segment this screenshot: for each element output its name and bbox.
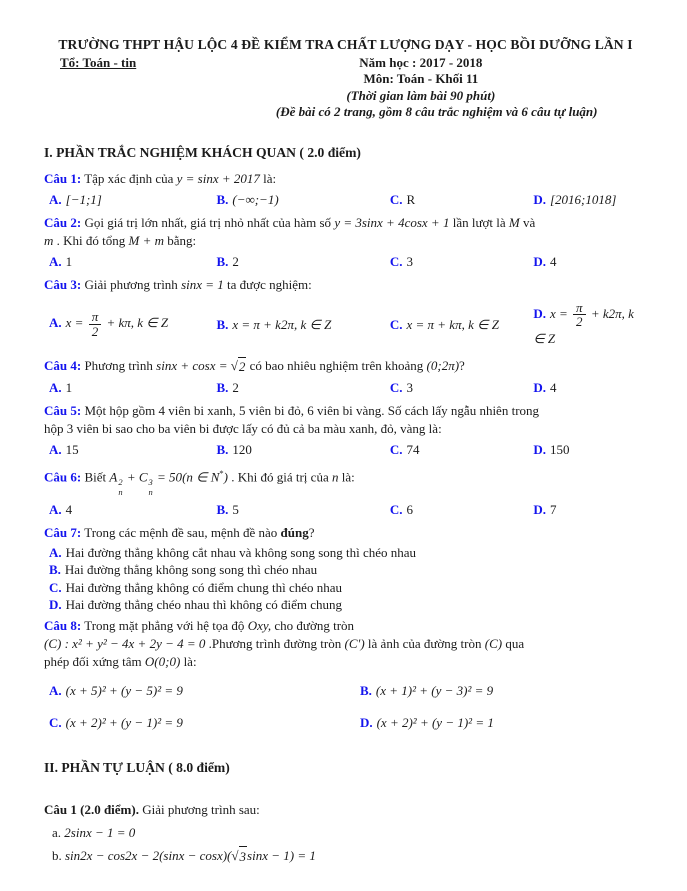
- sqrt-radical-icon: √: [230, 357, 238, 373]
- q6-option-a-value: 4: [65, 501, 73, 517]
- q8-option-d: [360, 713, 647, 732]
- question-5-label: Câu 5:: [44, 402, 82, 418]
- section1-heading: I. PHẦN TRẮC NGHIỆM KHÁCH QUAN ( 2.0 điểm): [44, 144, 361, 160]
- q8-option-a-value: (x + 5)² + (y − 5)² = 9: [65, 682, 183, 698]
- q7-option-b-key: B.: [49, 562, 61, 578]
- q1-math-1: y = sinx + 2017: [176, 170, 260, 186]
- q6-A-base: A: [109, 469, 118, 485]
- q4-option-d: [533, 378, 647, 397]
- q1-option-a-value: [−1;1]: [65, 191, 102, 207]
- q2-math-3: m: [44, 232, 54, 248]
- q8-text-4: là ảnh của đường tròn: [364, 635, 485, 651]
- section2-heading: II. PHẦN TỰ LUẬN ( 8.0 điểm): [44, 759, 230, 775]
- q2-text-1: Gọi giá trị lớn nhất, giá trị nhỏ nhất của hàm số: [81, 214, 335, 230]
- q5-option-b-value: 120: [232, 441, 252, 457]
- q1-option-d-value: [2016;1018]: [550, 191, 617, 207]
- question-7-stem: [44, 524, 647, 542]
- question-7-options: [44, 544, 647, 614]
- q1-option-b: [216, 190, 389, 209]
- q8-option-b: [360, 681, 647, 700]
- q5-option-a-value: 15: [65, 441, 79, 457]
- q4-math-1: sinx + cosx =: [156, 357, 231, 373]
- q6-text-1: Biết: [81, 469, 110, 485]
- q4-text-3: ?: [459, 357, 465, 373]
- q3-option-d-numerator: π: [573, 301, 586, 316]
- q8-option-c: [49, 713, 360, 732]
- q3-text-1: Giải phương trình: [81, 276, 182, 292]
- question-1-stem: [44, 170, 647, 188]
- q2-text-4: . Khi đó tổng: [53, 232, 129, 248]
- header-info-row: [44, 55, 647, 121]
- q2-option-d-value: 4: [550, 253, 557, 269]
- q4-option-d-key: D.: [533, 379, 546, 395]
- q8-math-c: (C): [484, 635, 503, 651]
- q6-C-sup: 3: [148, 477, 153, 488]
- q6-condition-pre: (n ∈ N: [182, 469, 220, 485]
- q4-option-a: [49, 378, 216, 397]
- q6-A-scripts: [118, 477, 122, 497]
- q8-option-a: [49, 681, 360, 700]
- q2-math-4: M + m: [128, 232, 165, 248]
- q7-option-d-key: D.: [49, 597, 62, 613]
- essay-q1-part-a: [44, 823, 647, 842]
- q4-text-2: có bao nhiêu nghiệm trên khoảng: [246, 357, 427, 373]
- q3-option-d-pre: x =: [550, 305, 572, 321]
- q6-option-b: [216, 500, 389, 519]
- q2-option-b-value: 2: [232, 253, 239, 269]
- q6-text-2: . Khi đó giá trị của: [227, 469, 332, 485]
- question-4-stem: [44, 357, 647, 376]
- q8-option-c-value: (x + 2)² + (y − 1)² = 9: [65, 714, 183, 730]
- q8-text-5: qua: [502, 635, 525, 651]
- q8-option-d-value: (x + 2)² + (y − 1)² = 1: [376, 714, 494, 730]
- q8-circle-equation: (C) : x² + y² − 4x + 2y − 4 = 0: [44, 635, 206, 651]
- question-1-label: Câu 1:: [44, 170, 82, 186]
- q1-option-d: [533, 190, 647, 209]
- q5-option-b: [216, 440, 389, 459]
- q7-option-d-value: Hai đường thẳng chéo nhau thì không có điểm chung: [65, 597, 343, 613]
- page-title: TRƯỜNG THPT HẬU LỘC 4 ĐỀ KIỂM TRA CHẤT LƯỢNG DẠY - HỌC BỒI DƯỠNG LẦN I: [58, 37, 633, 52]
- q2-option-c: [390, 252, 534, 271]
- q4-option-c-key: C.: [389, 379, 403, 395]
- q2-option-b-key: B.: [216, 253, 229, 269]
- q2-text-3: và: [519, 214, 536, 230]
- question-8-stem: [44, 617, 647, 671]
- q4-option-d-value: 4: [550, 379, 557, 395]
- q4-sqrt-radicand: 2: [238, 358, 246, 374]
- header-center-block: [195, 55, 647, 121]
- q8-option-c-key: C.: [49, 714, 62, 730]
- q6-C-sub: n: [148, 487, 153, 498]
- q4-option-c-value: 3: [406, 379, 413, 395]
- question-4-options: [44, 378, 647, 397]
- q6-option-a: [49, 500, 216, 519]
- q5-text-1: Một hộp gồm 4 viên bi xanh, 5 viên bi đỏ, 6 viên bi vàng. Số cách lấy ngẫu nhiên trong: [81, 402, 540, 418]
- question-2-stem: [44, 214, 647, 250]
- q3-option-c-value: x = π + kπ, k ∈ Z: [406, 316, 499, 332]
- essay-q1-b-label: b.: [52, 847, 62, 863]
- q2-option-a-key: A.: [49, 253, 62, 269]
- q3-option-a-denominator: 2: [91, 323, 99, 339]
- q7-text-1: Trong các mệnh đề sau, mệnh đề nào: [81, 524, 281, 540]
- q3-option-d: [533, 301, 647, 348]
- q2-option-c-value: 3: [406, 253, 413, 269]
- q4-math-2: (0;2π): [426, 357, 460, 373]
- essay-question-1: [44, 800, 647, 866]
- school-year: Năm học : 2017 - 2018: [359, 54, 483, 70]
- q7-option-c-value: Hai đường thẳng không có điểm chung thì chéo nhau: [65, 579, 343, 595]
- q1-text-1: Tập xác định của: [81, 170, 177, 186]
- essay-q1-b-radicand: 3: [239, 846, 248, 866]
- q8-text-6: phép đối xứng tâm: [44, 653, 145, 669]
- q5-option-c-value: 74: [406, 441, 420, 457]
- q7-option-b: [49, 561, 647, 579]
- q6-C-scripts: [149, 477, 153, 497]
- q5-option-d: [533, 440, 647, 459]
- question-6-options: [44, 500, 647, 519]
- question-4-label: Câu 4:: [44, 357, 82, 373]
- exam-header: [44, 36, 647, 121]
- q6-text-3: là:: [338, 469, 355, 485]
- sqrt-radical-icon: √: [231, 847, 239, 863]
- question-6-label: Câu 6:: [44, 469, 82, 485]
- q8-option-a-key: A.: [49, 682, 62, 698]
- question-1-options: [44, 190, 647, 209]
- q1-option-c-value: R: [406, 191, 416, 207]
- q6-equals: = 50: [153, 469, 183, 485]
- q3-option-a-key: A.: [49, 315, 62, 331]
- q5-option-a: [49, 440, 216, 459]
- q6-option-c: [390, 500, 534, 519]
- q3-option-d-denominator: 2: [576, 314, 583, 330]
- q1-option-c-key: C.: [389, 191, 403, 207]
- q5-option-b-key: B.: [216, 441, 229, 457]
- q1-option-c: [390, 190, 534, 209]
- q4-option-b-key: B.: [216, 379, 229, 395]
- q2-option-c-key: C.: [389, 253, 403, 269]
- q8-text-7: là:: [180, 653, 197, 669]
- q7-option-c-key: C.: [49, 579, 62, 595]
- q8-option-b-value: (x + 1)² + (y − 3)² = 9: [375, 682, 494, 698]
- q3-option-d-post: + k2π, k ∈ Z: [533, 305, 634, 346]
- q4-sqrt: [231, 357, 247, 376]
- q8-text-3: .Phương trình đường tròn: [205, 635, 345, 651]
- q3-option-d-key: D.: [533, 305, 546, 321]
- essay-q1-label: Câu 1 (2.0 điểm).: [44, 801, 139, 817]
- q5-option-c: [390, 440, 534, 459]
- q7-text-2: ?: [308, 524, 315, 540]
- essay-q1-b-sqrt: [231, 846, 247, 866]
- q6-plus: +: [123, 469, 139, 485]
- q5-option-a-key: A.: [49, 441, 62, 457]
- q7-option-a-value: Hai đường thẳng không cắt nhau và không song song thì chéo nhau: [65, 544, 417, 560]
- q3-option-d-fraction: [573, 301, 586, 329]
- essay-q1-a-math: 2sinx − 1 = 0: [61, 824, 136, 840]
- q6-option-b-value: 5: [232, 501, 239, 517]
- q6-condition-post: ): [223, 469, 228, 485]
- q1-option-b-key: B.: [216, 191, 229, 207]
- q5-text-2: hộp 3 viên bi sao cho ba viên bi được lấy có đủ cả ba màu xanh, đỏ, vàng là:: [44, 420, 442, 436]
- q1-option-a: [49, 190, 216, 209]
- essay-q1-b-post: sinx − 1) = 1: [247, 847, 316, 863]
- question-5-options: [44, 440, 647, 459]
- q5-option-d-key: D.: [533, 441, 546, 457]
- question-2-label: Câu 2:: [44, 214, 82, 230]
- q6-A-sup: 2: [118, 477, 123, 488]
- q3-option-a: [49, 310, 216, 338]
- q4-option-a-key: A.: [49, 379, 62, 395]
- q6-option-d-key: D.: [533, 501, 546, 517]
- q2-option-a: [49, 252, 216, 271]
- q2-text-2: lần lượt là: [449, 214, 509, 230]
- q3-option-a-post: + kπ, k ∈ Z: [103, 315, 169, 331]
- q6-option-a-key: A.: [49, 501, 62, 517]
- q6-option-b-key: B.: [216, 501, 229, 517]
- q3-option-b: [216, 315, 389, 334]
- q8-text-1: Trong mặt phẳng với hệ tọa độ: [81, 617, 248, 633]
- department-label: Tổ: Toán - tin: [60, 54, 137, 70]
- q7-option-a-key: A.: [49, 544, 62, 560]
- question-6-stem: [44, 464, 647, 498]
- q1-text-2: là:: [259, 170, 277, 186]
- q6-option-c-key: C.: [389, 501, 403, 517]
- q8-math-oxy: Oxy,: [247, 617, 272, 633]
- q4-option-b-value: 2: [232, 379, 239, 395]
- q7-option-c: [49, 579, 647, 597]
- subject-line: Môn: Toán - Khối 11: [363, 71, 479, 87]
- q4-text-1: Phương trình: [81, 357, 157, 373]
- q8-option-d-key: D.: [359, 714, 373, 730]
- q3-option-a-fraction: [89, 310, 102, 338]
- q4-option-c: [390, 378, 534, 397]
- q6-C-base: C: [138, 469, 148, 485]
- q8-text-2: cho đường tròn: [271, 617, 355, 633]
- question-8-label: Câu 8:: [44, 617, 82, 633]
- q7-option-a: [49, 544, 647, 562]
- q2-option-d: [533, 252, 647, 271]
- q3-option-b-value: x = π + k2π, k ∈ Z: [232, 316, 332, 332]
- essay-q1-a-label: a.: [52, 824, 62, 840]
- q3-option-c-key: C.: [389, 316, 403, 332]
- essay-q1-b-pre: sin2x − cos2x − 2(sinx − cosx)(: [61, 847, 232, 863]
- essay-q1-text: Giải phương trình sau:: [138, 801, 260, 817]
- q6-option-c-value: 6: [406, 501, 413, 517]
- q7-option-b-value: Hai đường thẳng không song song thì chéo nhau: [64, 562, 318, 578]
- q2-text-5: bằng:: [164, 232, 197, 248]
- q3-math-1: sinx = 1: [181, 276, 224, 292]
- question-3-stem: [44, 276, 647, 294]
- q3-text-2: ta được nghiệm:: [223, 276, 312, 292]
- q2-option-d-key: D.: [533, 253, 546, 269]
- q6-option-d: [533, 500, 647, 519]
- q3-option-c: [390, 315, 534, 334]
- q6-math-n: n: [331, 469, 339, 485]
- q8-math-origin: O(0;0): [144, 653, 181, 669]
- question-8-options: [44, 681, 647, 732]
- q2-math-2: M: [508, 214, 520, 230]
- q5-option-c-key: C.: [389, 441, 403, 457]
- q4-option-a-value: 1: [65, 379, 73, 395]
- essay-q1-part-b: [44, 846, 647, 866]
- q1-option-a-key: A.: [49, 191, 62, 207]
- q6-option-d-value: 7: [550, 501, 557, 517]
- question-5-stem: [44, 402, 647, 438]
- q8-option-b-key: B.: [359, 682, 372, 698]
- q4-option-b: [216, 378, 389, 397]
- q8-math-c-prime: (C′): [344, 635, 365, 651]
- q6-A-sub: n: [118, 487, 123, 498]
- q7-option-d: [49, 596, 647, 614]
- essay-q1-stem: [44, 800, 647, 819]
- question-3-label: Câu 3:: [44, 276, 82, 292]
- q2-math-1: y = 3sinx + 4cosx + 1: [334, 214, 450, 230]
- q3-option-a-numerator: π: [89, 310, 102, 325]
- q2-option-b: [216, 252, 389, 271]
- question-2-options: [44, 252, 647, 271]
- q6-condition-star: *: [219, 467, 224, 478]
- q3-option-b-key: B.: [216, 316, 229, 332]
- q1-option-b-value: (−∞;−1): [232, 191, 279, 207]
- question-3-options: [44, 301, 647, 348]
- q7-bold-word: đúng: [280, 524, 309, 540]
- question-7-label: Câu 7:: [44, 524, 82, 540]
- q3-option-a-pre: x =: [65, 315, 87, 331]
- duration-line: (Thời gian làm bài 90 phút): [346, 87, 496, 103]
- q1-option-d-key: D.: [533, 191, 546, 207]
- exam-note: (Đề bài có 2 trang, gồm 8 câu trắc nghiệm và 6 câu tự luận): [275, 104, 598, 120]
- q2-option-a-value: 1: [65, 253, 73, 269]
- q5-option-d-value: 150: [550, 441, 570, 457]
